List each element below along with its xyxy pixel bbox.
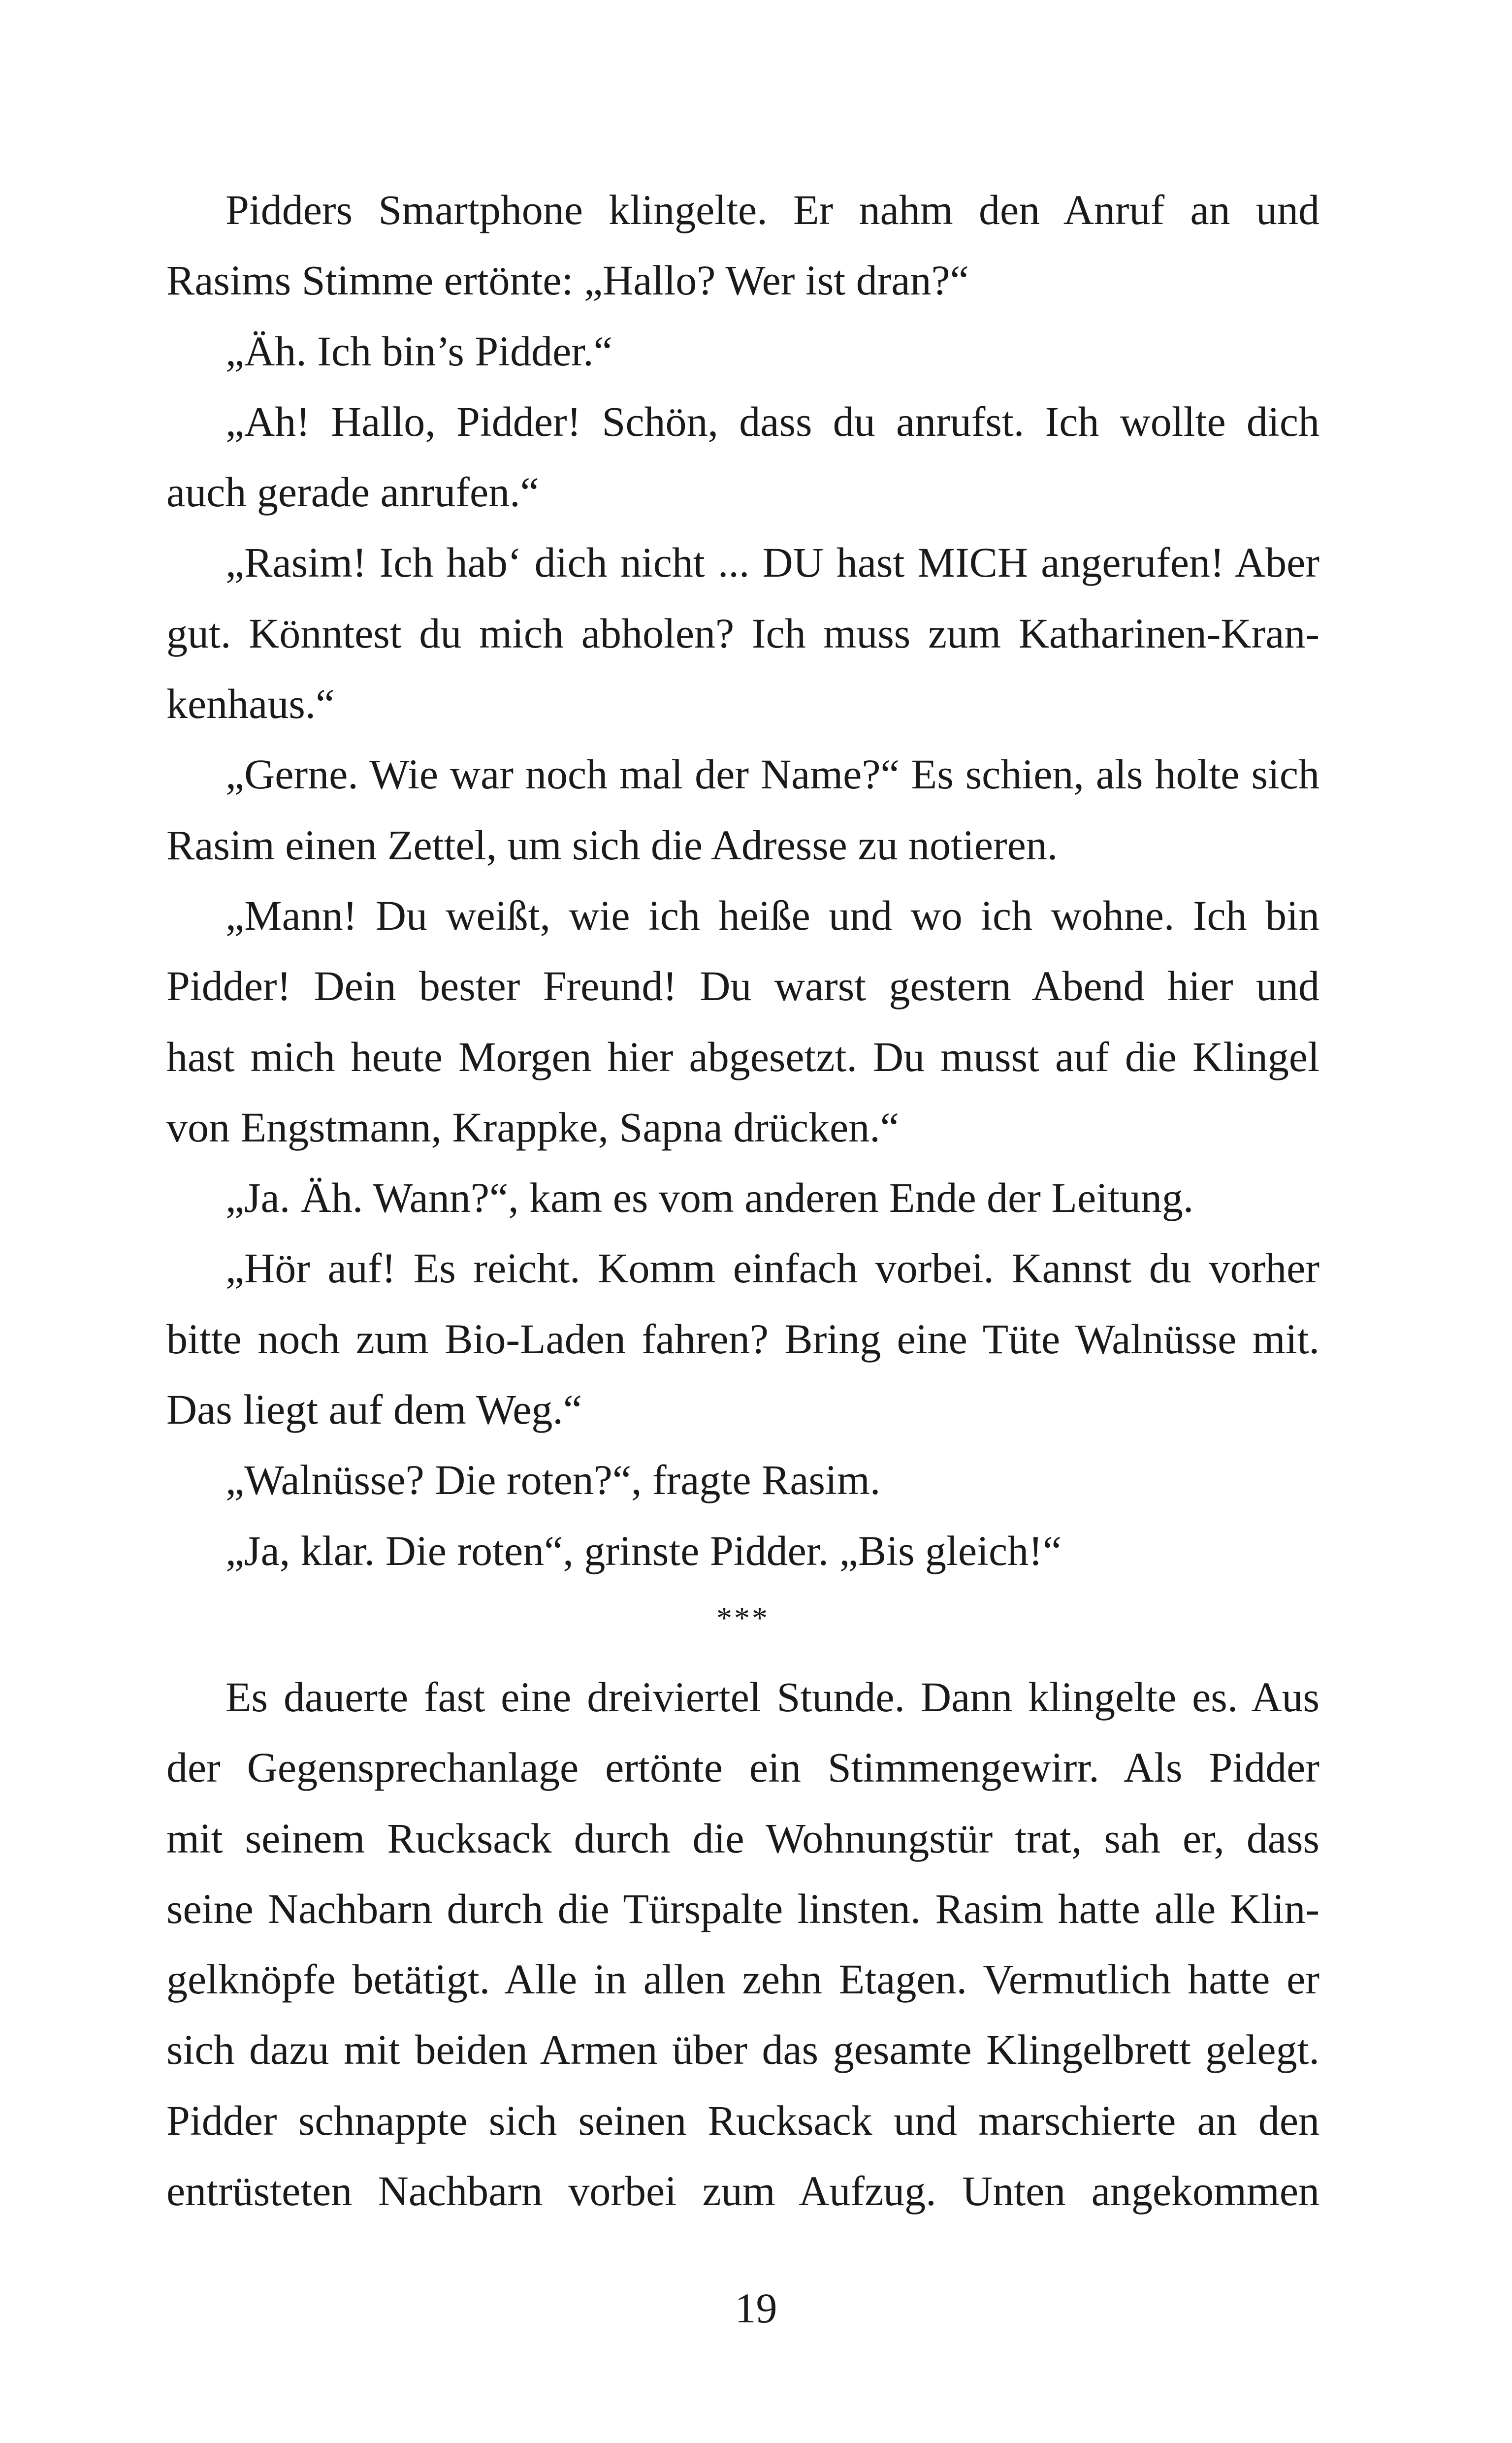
- text-line: seine Nachbarn durch die Türspalte linsten. Rasim hatte alle Klin-: [166, 1885, 1319, 1932]
- text-line: Pidder schnappte sich seinen Rucksack und marschierte an den: [166, 2096, 1319, 2144]
- text-line: Das liegt auf dem Weg.“: [166, 1386, 582, 1433]
- text-line: sich dazu mit beiden Armen über das gesamte Klingelbrett gelegt.: [166, 2026, 1319, 2074]
- text-line: „Ah! Hallo, Pidder! Schön, dass du anrufst. Ich wollte dich: [225, 397, 1319, 445]
- text-line: entrüsteten Nachbarn vorbei zum Aufzug. Unten angekommen: [166, 2167, 1319, 2215]
- text-line: gut. Könntest du mich abholen? Ich muss zum Katharinen-Kran-: [166, 609, 1319, 657]
- page-number: 19: [735, 2284, 777, 2332]
- text-line: von Engstmann, Krappke, Sapna drücken.“: [166, 1103, 899, 1151]
- text-section-narration: [166, 1662, 1319, 2226]
- text-line: hast mich heute Morgen hier abgesetzt. Du musst auf die Klingel: [166, 1033, 1319, 1080]
- text-line: „Hör auf! Es reicht. Komm einfach vorbei. Kannst du vorher: [225, 1244, 1319, 1292]
- text-line: Pidders Smartphone klingelte. Er nahm den Anruf an und: [225, 186, 1319, 233]
- text-line: Pidder! Dein bester Freund! Du warst gestern Abend hier und: [166, 962, 1319, 1010]
- text-line: der Gegensprechanlage ertönte ein Stimmengewirr. Als Pidder: [166, 1744, 1319, 1792]
- text-line: Rasims Stimme ertönte: „Hallo? Wer ist dran?“: [166, 257, 969, 304]
- section-separator: ***: [716, 1600, 770, 1635]
- section-gap: [166, 1645, 1319, 1662]
- text-line: kenhaus.“: [166, 680, 335, 728]
- text-line: „Ja, klar. Die roten“, grinste Pidder. „Bis gleich!“: [225, 1527, 1062, 1574]
- text-section-dialogue: [166, 175, 1319, 1586]
- text-line: Rasim einen Zettel, um sich die Adresse zu notieren.: [166, 821, 1058, 869]
- text-line: „Mann! Du weißt, wie ich heiße und wo ich wohne. Ich bin: [225, 891, 1319, 939]
- text-line: mit seinem Rucksack durch die Wohnungstür trat, sah er, dass: [166, 1814, 1319, 1862]
- text-line: Es dauerte fast eine dreiviertel Stunde. Dann klingelte es. Aus: [225, 1673, 1319, 1721]
- book-page-body: [166, 175, 1319, 2226]
- text-line: gelknöpfe betätigt. Alle in allen zehn Etagen. Vermutlich hatte er: [166, 1955, 1319, 2003]
- text-line: „Gerne. Wie war noch mal der Name?“ Es schien, als holte sich: [225, 750, 1319, 798]
- text-line: „Walnüsse? Die roten?“, fragte Rasim.: [225, 1456, 881, 1504]
- text-line: auch gerade anrufen.“: [166, 468, 539, 516]
- text-line: bitte noch zum Bio-Laden fahren? Bring eine Tüte Walnüsse mit.: [166, 1315, 1319, 1363]
- text-line: „Rasim! Ich hab‘ dich nicht ... DU hast MICH angerufen! Aber: [225, 539, 1319, 586]
- text-line: „Äh. Ich bin’s Pidder.“: [225, 327, 612, 375]
- text-line: „Ja. Äh. Wann?“, kam es vom anderen Ende der Leitung.: [225, 1174, 1194, 1222]
